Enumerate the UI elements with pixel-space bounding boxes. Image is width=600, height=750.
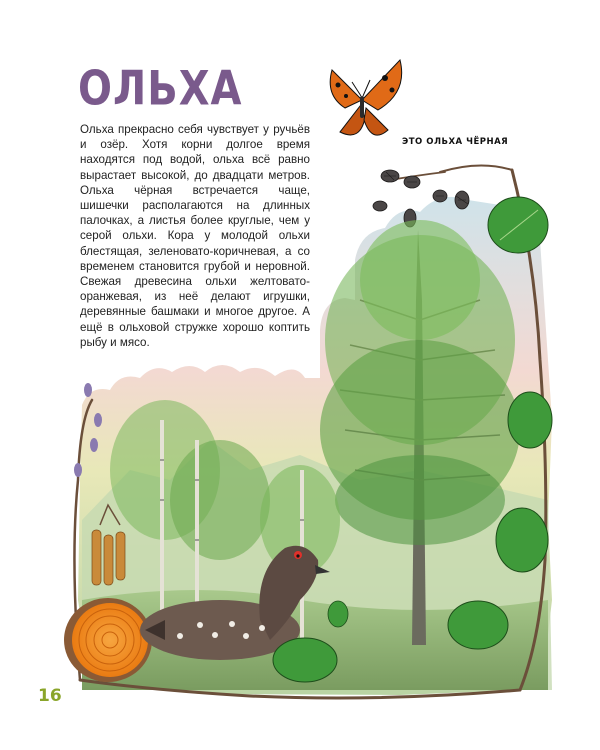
page-number: 16 <box>38 686 62 706</box>
illustration-caption: ЭТО ОЛЬХА ЧЁРНАЯ <box>402 137 509 147</box>
wood-slice <box>64 598 152 682</box>
butterfly-icon <box>330 60 401 135</box>
page-title: ОЛЬХА <box>78 62 243 117</box>
body-text: Ольха прекрасно себя чувствует у ручьёв и озёр. Хотя корни долгое время находятся под водой, ольха всё равно вырастает высокой, до двадцати метров. Ольха чёрная встречается чаще, шишечки располагаются на длинных палочках, а листья более круглые, чем у серой ольхи. Кора у молодой ольхи блестящая, зеленовато-коричневая, а со временем становится грубой и неровной. Свежая древесина ольхи желтовато-оранжевая, из неё делают игрушки, деревянные башмаки и многое другое. А ещё в ольховой стружке хорошо коптить рыбу и мясо. <box>80 123 310 349</box>
